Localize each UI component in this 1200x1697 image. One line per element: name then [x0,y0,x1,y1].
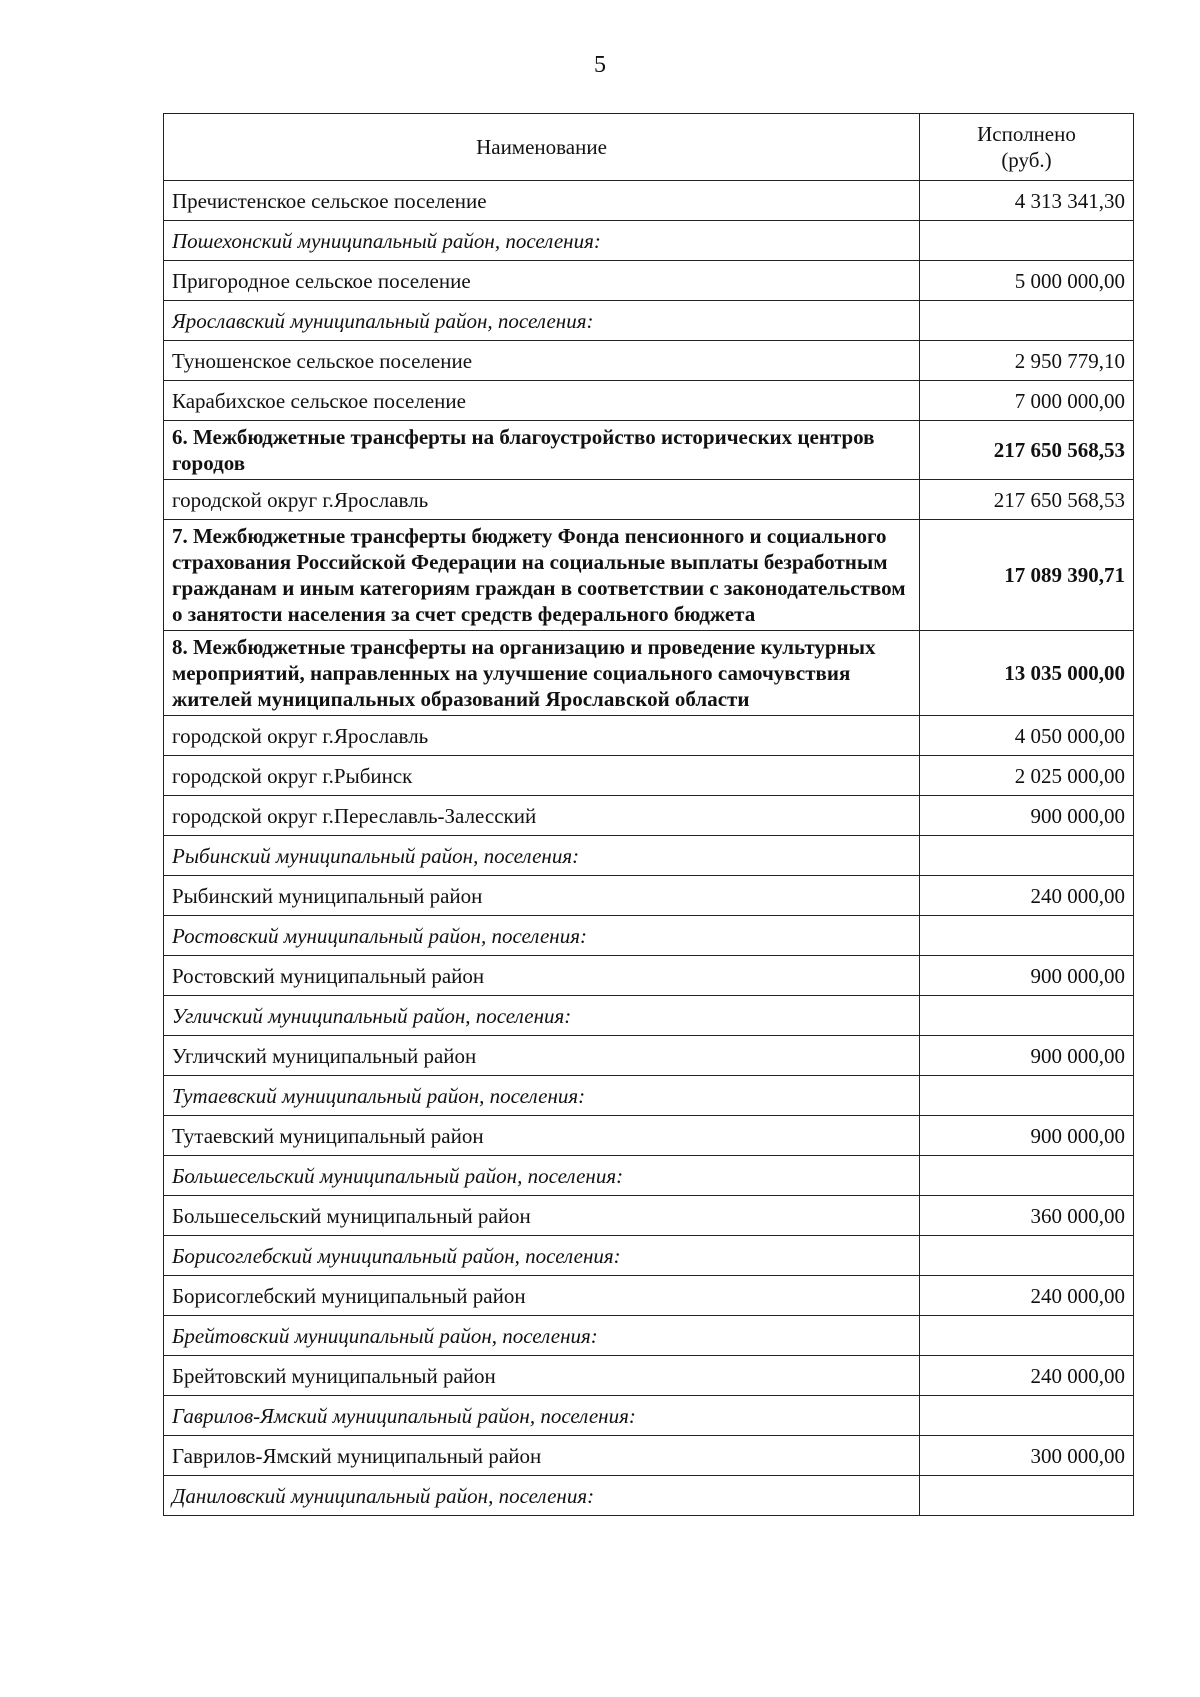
table-row [164,1236,1134,1276]
row-name: Угличский муниципальный район, поселения: [164,996,920,1036]
row-name: Даниловский муниципальный район, поселения: [164,1476,920,1516]
row-name: Брейтовский муниципальный район, поселения: [164,1316,920,1356]
row-amount: 900 000,00 [920,1116,1134,1156]
row-amount [920,1396,1134,1436]
row-amount [920,916,1134,956]
row-name: Пречистенское сельское поселение [164,181,920,221]
row-amount: 4 050 000,00 [920,716,1134,756]
row-amount: 240 000,00 [920,876,1134,916]
table-row [164,1036,1134,1076]
row-name: городской округ г.Ярославль [164,480,920,520]
row-amount: 240 000,00 [920,1276,1134,1316]
row-amount: 7 000 000,00 [920,381,1134,421]
table-row [164,1076,1134,1116]
table-row [164,1476,1134,1516]
table-row [164,1356,1134,1396]
table-row [164,1436,1134,1476]
table-row [164,181,1134,221]
row-amount [920,1236,1134,1276]
table-row [164,261,1134,301]
row-amount: 4 313 341,30 [920,181,1134,221]
table-body [164,181,1134,1516]
row-amount: 240 000,00 [920,1356,1134,1396]
row-name: Брейтовский муниципальный район [164,1356,920,1396]
header-amount-line1: Исполнено [977,122,1076,146]
row-name: 7. Межбюджетные трансферты бюджету Фонда пенсионного и социального страхования Российской Федерации на социальные выплаты безработным гражданам и иным категориям граждан в соответствии с законодательством о занятости населения за счет средств федерального бюджета [164,520,920,631]
row-name: Карабихское сельское поселение [164,381,920,421]
row-name: городской округ г.Рыбинск [164,756,920,796]
header-amount [920,114,1134,181]
table-row [164,756,1134,796]
table-row [164,876,1134,916]
row-amount: 900 000,00 [920,956,1134,996]
row-amount [920,301,1134,341]
row-amount: 300 000,00 [920,1436,1134,1476]
row-name: 6. Межбюджетные трансферты на благоустройство исторических центров городов [164,421,920,480]
row-name: Гаврилов-Ямский муниципальный район, поселения: [164,1396,920,1436]
row-name: Большесельский муниципальный район, поселения: [164,1156,920,1196]
table-row [164,421,1134,480]
row-amount [920,1316,1134,1356]
row-amount [920,1476,1134,1516]
table-row [164,956,1134,996]
row-amount: 217 650 568,53 [920,421,1134,480]
row-amount: 217 650 568,53 [920,480,1134,520]
row-amount: 360 000,00 [920,1196,1134,1236]
table-row [164,1276,1134,1316]
row-name: Тутаевский муниципальный район [164,1116,920,1156]
row-amount [920,221,1134,261]
header-amount-line2: (руб.) [1001,148,1052,172]
table-row [164,381,1134,421]
row-name: Угличский муниципальный район [164,1036,920,1076]
table-row [164,1156,1134,1196]
table-row [164,1196,1134,1236]
table-row [164,520,1134,631]
table-row [164,1316,1134,1356]
row-name: Ростовский муниципальный район, поселения: [164,916,920,956]
row-name: Борисоглебский муниципальный район [164,1276,920,1316]
row-name: Ярославский муниципальный район, поселения: [164,301,920,341]
row-name: Пригородное сельское поселение [164,261,920,301]
table-row [164,1116,1134,1156]
budget-table [163,113,1134,1516]
row-name: городской округ г.Переславль-Залесский [164,796,920,836]
row-name: Пошехонский муниципальный район, поселения: [164,221,920,261]
row-amount [920,836,1134,876]
row-name: 8. Межбюджетные трансферты на организацию и проведение культурных мероприятий, направленных на улучшение социального самочувствия жителей муниципальных образований Ярославской области [164,631,920,716]
table-row [164,301,1134,341]
table-row [164,341,1134,381]
row-name: Большесельский муниципальный район [164,1196,920,1236]
row-name: Туношенское сельское поселение [164,341,920,381]
row-amount: 900 000,00 [920,1036,1134,1076]
row-name: городской округ г.Ярославль [164,716,920,756]
row-amount [920,1076,1134,1116]
row-name: Рыбинский муниципальный район [164,876,920,916]
table-row [164,796,1134,836]
row-amount: 13 035 000,00 [920,631,1134,716]
row-amount [920,996,1134,1036]
table-header-row [164,114,1134,181]
table-row [164,996,1134,1036]
row-name: Тутаевский муниципальный район, поселения: [164,1076,920,1116]
table-row [164,716,1134,756]
row-amount: 900 000,00 [920,796,1134,836]
table-row [164,221,1134,261]
header-name: Наименование [164,114,920,181]
row-name: Гаврилов-Ямский муниципальный район [164,1436,920,1476]
table-row [164,480,1134,520]
table-row [164,1396,1134,1436]
row-amount: 2 950 779,10 [920,341,1134,381]
page-number: 5 [594,52,606,78]
row-name: Ростовский муниципальный район [164,956,920,996]
row-amount: 17 089 390,71 [920,520,1134,631]
table-row [164,836,1134,876]
row-amount [920,1156,1134,1196]
row-amount: 5 000 000,00 [920,261,1134,301]
table-row [164,631,1134,716]
row-name: Рыбинский муниципальный район, поселения: [164,836,920,876]
row-name: Борисоглебский муниципальный район, поселения: [164,1236,920,1276]
table-row [164,916,1134,956]
row-amount: 2 025 000,00 [920,756,1134,796]
